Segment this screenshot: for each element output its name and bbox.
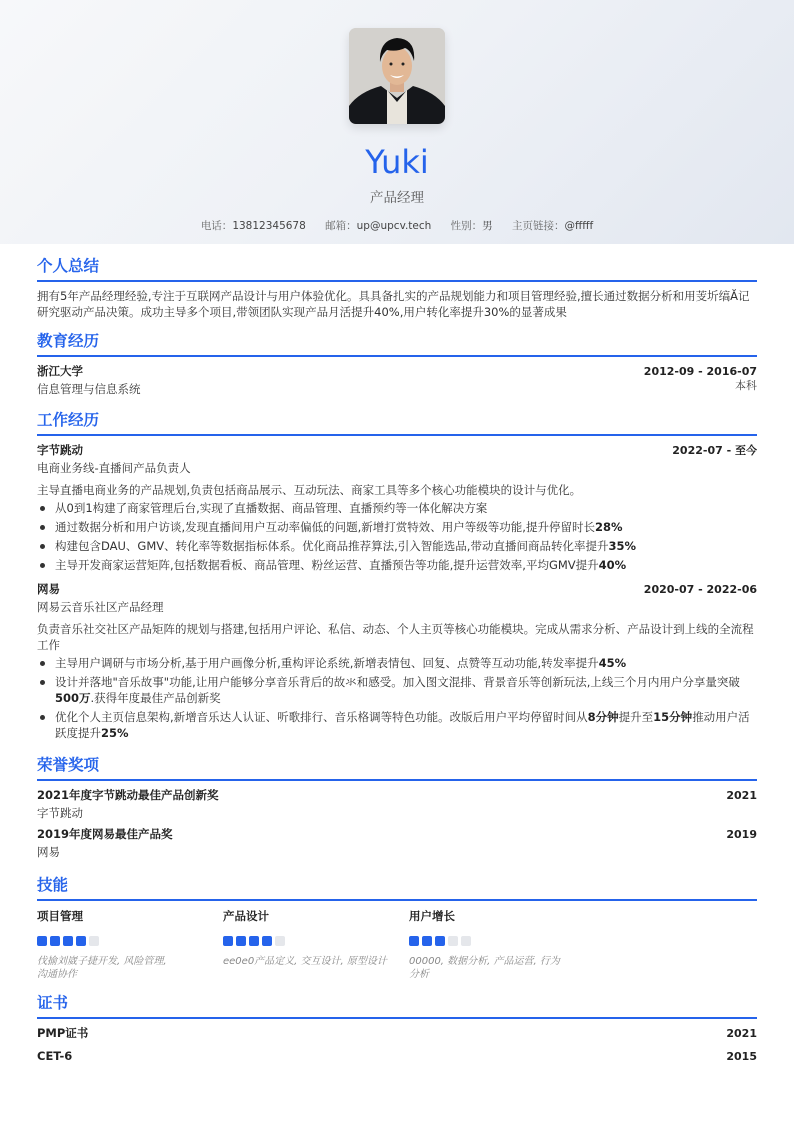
work-item xyxy=(37,442,757,573)
resume-header xyxy=(0,0,794,244)
skill-level-indicator xyxy=(409,936,595,946)
contact-gender xyxy=(451,218,493,233)
award-item xyxy=(37,787,757,822)
skill-item xyxy=(223,907,409,981)
achievement-list xyxy=(37,500,757,573)
work-item xyxy=(37,581,757,741)
contact-info xyxy=(0,218,794,233)
contact-value: 13812345678 xyxy=(232,220,306,232)
certificate-name: PMP证书 xyxy=(37,1026,89,1040)
contact-homepage xyxy=(512,218,593,233)
job-role: 电商业务线-直播间产品负责人 xyxy=(37,461,191,475)
skill-level-indicator xyxy=(37,936,223,946)
award-org: 网易 xyxy=(37,845,60,859)
job-description: 主导直播电商业务的产品规划,负责包括商品展示、互动玩法、商家工具等多个核心功能模块的设计与优化。 xyxy=(37,483,582,497)
achievement-item: 通过数据分析和用户访谈,发现直播间用户互动率偏低的问题,新增打赏特效、用户等级等功能,提升停留时长28% xyxy=(37,519,757,535)
school-name: 浙江大学 xyxy=(37,364,83,378)
section-awards xyxy=(37,753,757,861)
skill-description: 伐揄刘崴子捷开发, 风险管理, 沟通协作 xyxy=(37,956,167,980)
contact-label: 电话： xyxy=(200,220,233,232)
skill-name: 项目管理 xyxy=(37,909,83,923)
skill-description: 00000, 数据分析, 产品运营, 行为分析 xyxy=(409,956,560,980)
certificate-item xyxy=(37,1048,757,1065)
section-title: 荣誉奖项 xyxy=(37,753,757,781)
contact-label: 性别： xyxy=(450,220,483,232)
achievement-item: 设计并落地"音乐故事"功能,让用户能够分享音乐背后的故氺和感受。加入图文混排、背景音乐等创新玩法,上线三个月内用户分享量突破500万.获得年度最佳产品创新奖 xyxy=(37,674,757,706)
skill-item xyxy=(409,907,595,981)
award-name: 2021年度字节跳动最佳产品创新奖 xyxy=(37,788,219,802)
section-title: 个人总结 xyxy=(37,254,757,282)
major: 信息管理与信息系统 xyxy=(37,382,141,396)
award-name: 2019年度网易最佳产品奖 xyxy=(37,827,173,841)
work-period: 2020-07 - 2022-06 xyxy=(643,583,757,596)
contact-label: 主页链接： xyxy=(512,220,565,232)
achievement-item: 优化个人主页信息架构,新增音乐达人认证、听歌排行、音乐格调等特色功能。改版后用户平均停留时间从8分钟提升至15分钟推动用户活跃度提升25% xyxy=(37,709,757,741)
section-summary xyxy=(37,254,757,320)
contact-label: 邮箱： xyxy=(325,220,357,232)
award-item xyxy=(37,826,757,861)
section-title: 技能 xyxy=(37,873,757,901)
candidate-title: 产品经理 xyxy=(370,190,424,206)
avatar-photo xyxy=(349,28,445,124)
education-item xyxy=(37,363,757,398)
section-title: 教育经历 xyxy=(37,329,757,357)
education-period: 2012-09 - 2016-07 xyxy=(643,365,757,378)
certificate-year: 2015 xyxy=(726,1050,757,1063)
section-certificates xyxy=(37,991,757,1065)
work-period: 2022-07 - 至今 xyxy=(672,444,757,457)
job-description: 负责音乐社交社区产品矩阵的规划与搭建,包括用户评论、私信、动态、个人主页等核心功能模块。完成从需求分析、产品设计到上线的全流程工作 xyxy=(37,622,754,652)
award-year: 2021 xyxy=(726,789,757,802)
company-name: 字节跳动 xyxy=(37,443,83,457)
contact-phone xyxy=(201,218,306,233)
achievement-list xyxy=(37,655,757,741)
job-role: 网易云音乐社区产品经理 xyxy=(37,600,164,614)
achievement-item: 从0到1构建了商家管理后台,实现了直播数据、商品管理、直播预约等一体化解决方案 xyxy=(37,500,757,516)
award-year: 2019 xyxy=(726,828,757,841)
certificate-year: 2021 xyxy=(726,1027,757,1040)
section-work xyxy=(37,408,757,741)
company-name: 网易 xyxy=(37,582,60,596)
section-education xyxy=(37,329,757,398)
candidate-name: Yuki xyxy=(365,143,429,181)
award-org: 字节跳动 xyxy=(37,806,83,820)
contact-value[interactable]: @fffff xyxy=(564,220,594,232)
achievement-item: 主导开发商家运营矩阵,包括数据看板、商品管理、粉丝运营、直播预告等功能,提升运营效率,平均GMV提升40% xyxy=(37,557,757,573)
summary-text: 拥有5年产品经理经验,专注于互联网产品设计与用户体验优化。具具备扎实的产品规划能力和项目管理经验,擅长通过数据分析和用芰圻缟Ă记研究驱动产品决策。成功主导多个项目,带领团队实现产品月活提升40%,用户转化率提升30%的显著成果 xyxy=(37,289,750,319)
certificate-item xyxy=(37,1025,757,1042)
skill-description: ee0e0产品定义, 交互设计, 原型设计 xyxy=(223,956,387,967)
degree: 本科 xyxy=(735,379,757,392)
achievement-item: 主导用户调研与市场分析,基于用户画像分析,重构评论系统,新增表情包、回复、点赞等互动功能,转发率提升45% xyxy=(37,655,757,671)
skill-level-indicator xyxy=(223,936,409,946)
contact-value[interactable]: up@upcv.tech xyxy=(356,220,432,232)
contact-value: 男 xyxy=(482,220,493,232)
skill-item xyxy=(37,907,223,981)
skill-name: 产品设计 xyxy=(223,909,269,923)
achievement-item: 构建包含DAU、GMV、转化率等数据指标体系。优化商品推荐算法,引入智能选品,带动直播间商品转化率提升35% xyxy=(37,538,757,554)
certificate-name: CET-6 xyxy=(37,1049,73,1063)
section-title: 工作经历 xyxy=(37,408,757,436)
section-title: 证书 xyxy=(37,991,757,1019)
avatar-portrait-icon xyxy=(349,28,445,124)
skill-name: 用户增长 xyxy=(409,909,455,923)
contact-email xyxy=(325,218,431,233)
resume-body xyxy=(37,254,757,1065)
section-skills xyxy=(37,873,757,981)
